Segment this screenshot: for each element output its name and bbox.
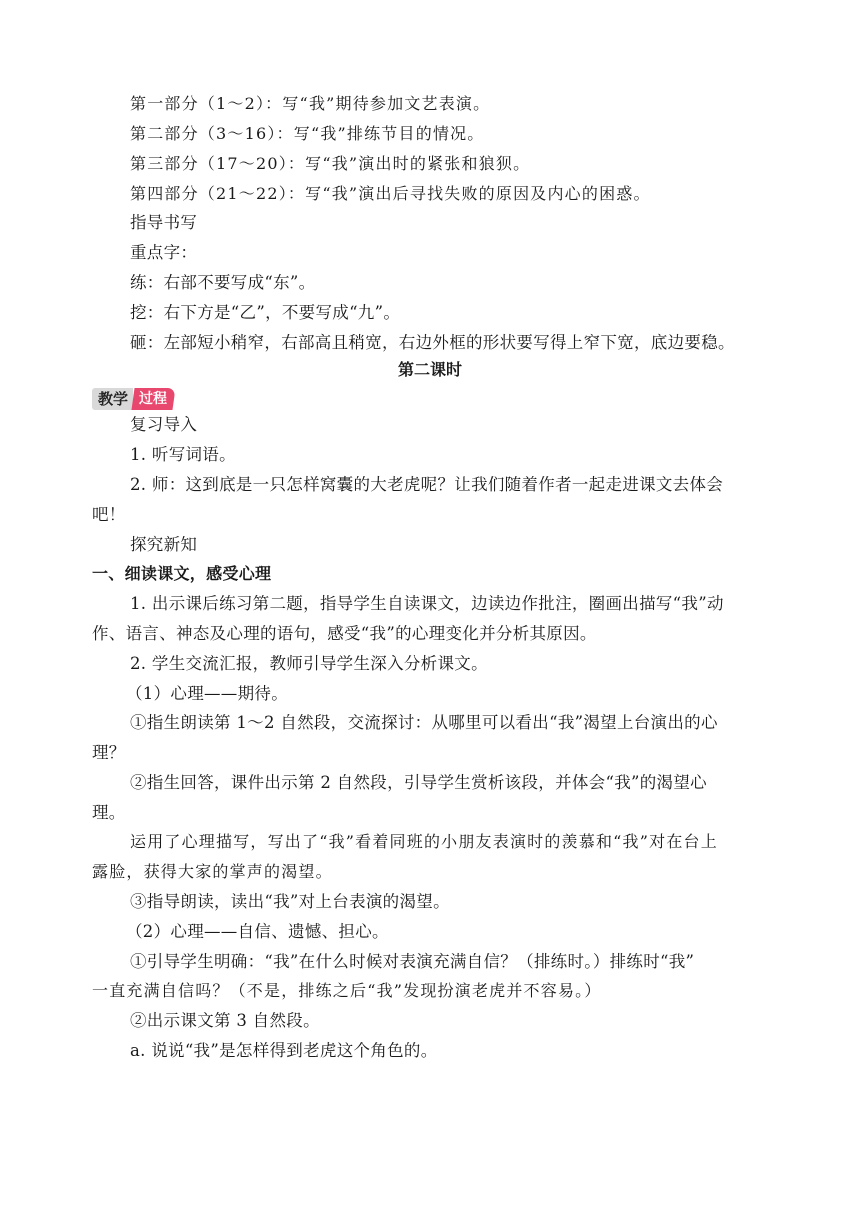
writing-guide-heading: 指导书写 (130, 213, 198, 232)
item-2-line-1: ②指生回答，课件出示第 2 自然段，引导学生赏析该段，并体会“我”的渴望心 (130, 773, 707, 792)
badge-label-process (131, 388, 175, 410)
item-2-line-2: 理。 (92, 803, 126, 822)
lesson-title: 第二课时 (397, 360, 462, 379)
key-characters-label: 重点字： (130, 243, 198, 262)
badge-label-teaching: 教学 (92, 388, 133, 410)
show-paragraph-3: ②出示课文第 3 自然段。 (130, 1011, 320, 1030)
char-note-wa: 挖：右下方是“乙”，不要写成“九”。 (130, 303, 401, 322)
char-note-za: 砸：左部短小稍窄，右部高且稍宽，右边外框的形状要写得上窄下宽，底边要稳。 (130, 333, 735, 352)
item-1-line-1: ①指生朗读第 1～2 自然段，交流探讨：从哪里可以看出“我”渴望上台演出的心 (130, 713, 718, 732)
step-2: 2. 学生交流汇报，教师引导学生深入分析课文。 (130, 654, 488, 673)
item-1-line-2: 理？ (92, 743, 126, 762)
sub-heading-confidence: （2）心理——自信、遗憾、担心。 (126, 922, 389, 941)
guide-line-2: 一直充满自信吗？（不是，排练之后“我”发现扮演老虎并不容易。） (92, 981, 602, 1000)
analysis-line-2: 露脸，获得大家的掌声的渴望。 (92, 862, 333, 881)
teacher-question-line-1: 2. 师：这到底是一只怎样窝囊的大老虎呢？让我们随着作者一起走进课文去体会 (130, 475, 724, 494)
sub-heading-expectation: （1）心理——期待。 (126, 684, 288, 703)
badge-label-process-text: 过程 (139, 391, 168, 407)
outline-part-4: 第四部分（21～22）：写“我”演出后寻找失败的原因及内心的困惑。 (130, 184, 651, 203)
guide-line-1: ①引导学生明确：“我”在什么时候对表演充满自信？（排练时。）排练时“我” (130, 952, 695, 971)
teaching-process-badge (92, 388, 174, 410)
outline-part-1: 第一部分（1～2）：写“我”期待参加文艺表演。 (130, 94, 491, 113)
analysis-line-1: 运用了心理描写，写出了“我”看着同班的小朋友表演时的羡慕和“我”对在台上 (130, 832, 718, 851)
item-3: ③指导朗读，读出“我”对上台表演的渴望。 (130, 892, 450, 911)
step-1-line-1: 1. 出示课后练习第二题，指导学生自读课文，边读边作批注，圈画出描写“我”动 (130, 594, 724, 613)
outline-part-3: 第三部分（17～20）：写“我”演出时的紧张和狼狈。 (130, 154, 531, 173)
teacher-question-line-2: 吧！ (92, 505, 126, 524)
review-intro-heading: 复习导入 (130, 415, 198, 434)
step-dictation: 1. 听写词语。 (130, 445, 236, 464)
step-1-line-2: 作、语言、神态及心理的语句，感受“我”的心理变化并分析其原因。 (92, 624, 597, 643)
char-note-lian: 练：右部不要写成“东”。 (130, 273, 316, 292)
outline-part-2: 第二部分（3～16）：写“我”排练节目的情况。 (130, 124, 485, 143)
sub-item-a: a. 说说“我”是怎样得到老虎这个角色的。 (130, 1041, 438, 1060)
section-heading-read: 一、细读课文，感受心理 (92, 564, 272, 583)
explore-heading: 探究新知 (130, 535, 198, 554)
